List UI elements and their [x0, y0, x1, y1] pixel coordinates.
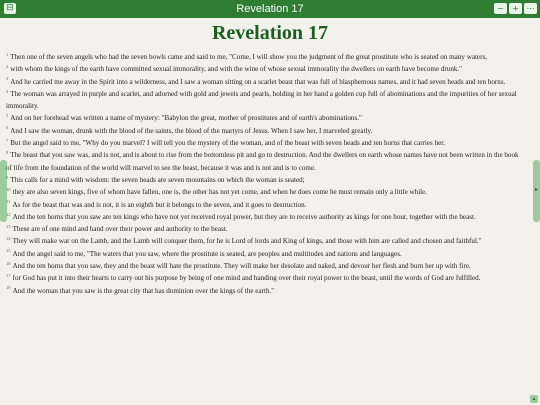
- verse-text: And on her forehead was written a name of mystery: "Babylon the great, mother of prostitutes and of earth's abominations.": [10, 114, 362, 123]
- scroll-top-button[interactable]: ▴: [530, 395, 538, 403]
- verse-text: Then one of the seven angels who had the seven bowls came and said to me, "Come, I will show you the judgment of the great prostitute who is seated on many waters,: [10, 53, 487, 61]
- verse-number: 7: [6, 137, 9, 143]
- zoom-out-button[interactable]: −: [494, 3, 507, 14]
- verse: [6, 211, 524, 223]
- verse: [6, 272, 524, 284]
- verse-number: 6: [6, 125, 9, 131]
- verse-number: 2: [6, 63, 9, 69]
- verse-text: And the woman that you saw is the great city that has dominion over the kings of the earth.": [12, 286, 275, 295]
- verse: [6, 76, 524, 88]
- verse-number: 15: [6, 248, 11, 254]
- verse: [6, 186, 524, 198]
- verse-number: 5: [6, 113, 9, 119]
- verse: [6, 260, 524, 272]
- verse-number: 4: [6, 88, 9, 94]
- verse-text: This calls for a mind with wisdom: the seven heads are seven mountains on which the woman is seated;: [10, 175, 305, 184]
- verse: [6, 63, 524, 75]
- chapter-title: Revelation 17: [211, 22, 329, 44]
- verse-text: As for the beast that was and is not, it is an eighth but it belongs to the seven, and it goes to destruction.: [12, 200, 307, 209]
- chevron-right-icon: ▸: [534, 186, 538, 193]
- verse-text: The beast that you saw was, and is not, and is about to rise from the bottomless pit and go to destruction. And the dwellers on earth whose names have not been written in the book of life from the foundation of the world will marvel to see the beast, because it was and is not and is to come.: [6, 151, 519, 172]
- verse-text: The woman was arrayed in purple and scarlet, and adorned with gold and jewels and pearls, holding in her hand a golden cup full of abominations and the impurities of her sexual immorality.: [6, 89, 517, 111]
- verse: [6, 137, 524, 149]
- verse: [6, 199, 524, 211]
- verse-number: 9: [6, 174, 9, 180]
- verse: [6, 88, 524, 113]
- verse-text: These are of one mind and hand over their power and authority to the beast.: [12, 225, 228, 234]
- verse: [6, 149, 524, 174]
- verse-number: 18: [6, 285, 11, 291]
- verse: [6, 223, 524, 235]
- next-chapter-handle[interactable]: [533, 160, 540, 222]
- verse-text: they are also seven kings, five of whom have fallen, one is, the other has not yet come, and when he does come he must remain only a little while.: [12, 188, 428, 197]
- verse-text: And he carried me away in the Spirit into a wilderness, and I saw a woman sitting on a scarlet beast that was full of blasphemous names, and it had seven heads and ten horns.: [10, 77, 506, 86]
- verse-text: with whom the kings of the earth have committed sexual immorality, and with the wine of whose sexual immorality the dwellers on earth have become drunk.": [10, 65, 463, 74]
- verse-number: 14: [6, 236, 11, 242]
- verse: [6, 174, 524, 186]
- verse-text: But the angel said to me, "Why do you marvel? I will tell you the mystery of the woman, and of the beast with seven heads and ten horns that carries her.: [10, 139, 446, 148]
- verse-number: 12: [6, 211, 11, 217]
- verse-number: 17: [6, 272, 11, 278]
- verse-number: 3: [6, 76, 9, 82]
- verse-text: And the angel said to me, "The waters that you saw, where the prostitute is seated, are peoples and multitudes and nations and languages.: [12, 249, 402, 258]
- verse-text: They will make war on the Lamb, and the Lamb will conquer them, for he is Lord of lords and King of kings, and those with him are called and chosen and faithful.": [12, 237, 482, 246]
- verse: [6, 235, 524, 247]
- verse-number: 10: [6, 186, 11, 192]
- verse: [6, 248, 524, 260]
- verse-number: 1: [6, 51, 9, 57]
- verse: [6, 51, 524, 63]
- window-title: Revelation 17: [236, 3, 304, 15]
- verse-number: 16: [6, 260, 11, 266]
- verse: [6, 285, 524, 297]
- verse-number: 8: [6, 150, 9, 156]
- title-bar: [0, 0, 540, 18]
- verse-text: for God has put it into their hearts to carry out his purpose by being of one mind and handing over their royal power to the beast, until the words of God are fulfilled.: [12, 274, 481, 283]
- verse: [6, 125, 524, 137]
- menu-icon[interactable]: ⊟: [4, 3, 16, 14]
- verse: [6, 112, 524, 124]
- verse-number: 11: [6, 199, 11, 205]
- verse-text: And the ten horns that you saw, they and the beast will hate the prostitute. They will make her desolate and naked, and devour her flesh and burn her up with fire,: [12, 262, 471, 271]
- chapter-text: [6, 51, 524, 297]
- verse-number: 13: [6, 223, 11, 229]
- verse-text: And the ten horns that you saw are ten kings who have not yet received royal power, but they are to receive authority as kings for one hour, together with the beast.: [12, 212, 476, 221]
- zoom-in-button[interactable]: +: [509, 3, 522, 14]
- more-options-button[interactable]: ⋯: [524, 3, 537, 14]
- verse-text: And I saw the woman, drunk with the blood of the saints, the blood of the martyrs of Jesus. When I saw her, I marveled greatly.: [10, 126, 373, 135]
